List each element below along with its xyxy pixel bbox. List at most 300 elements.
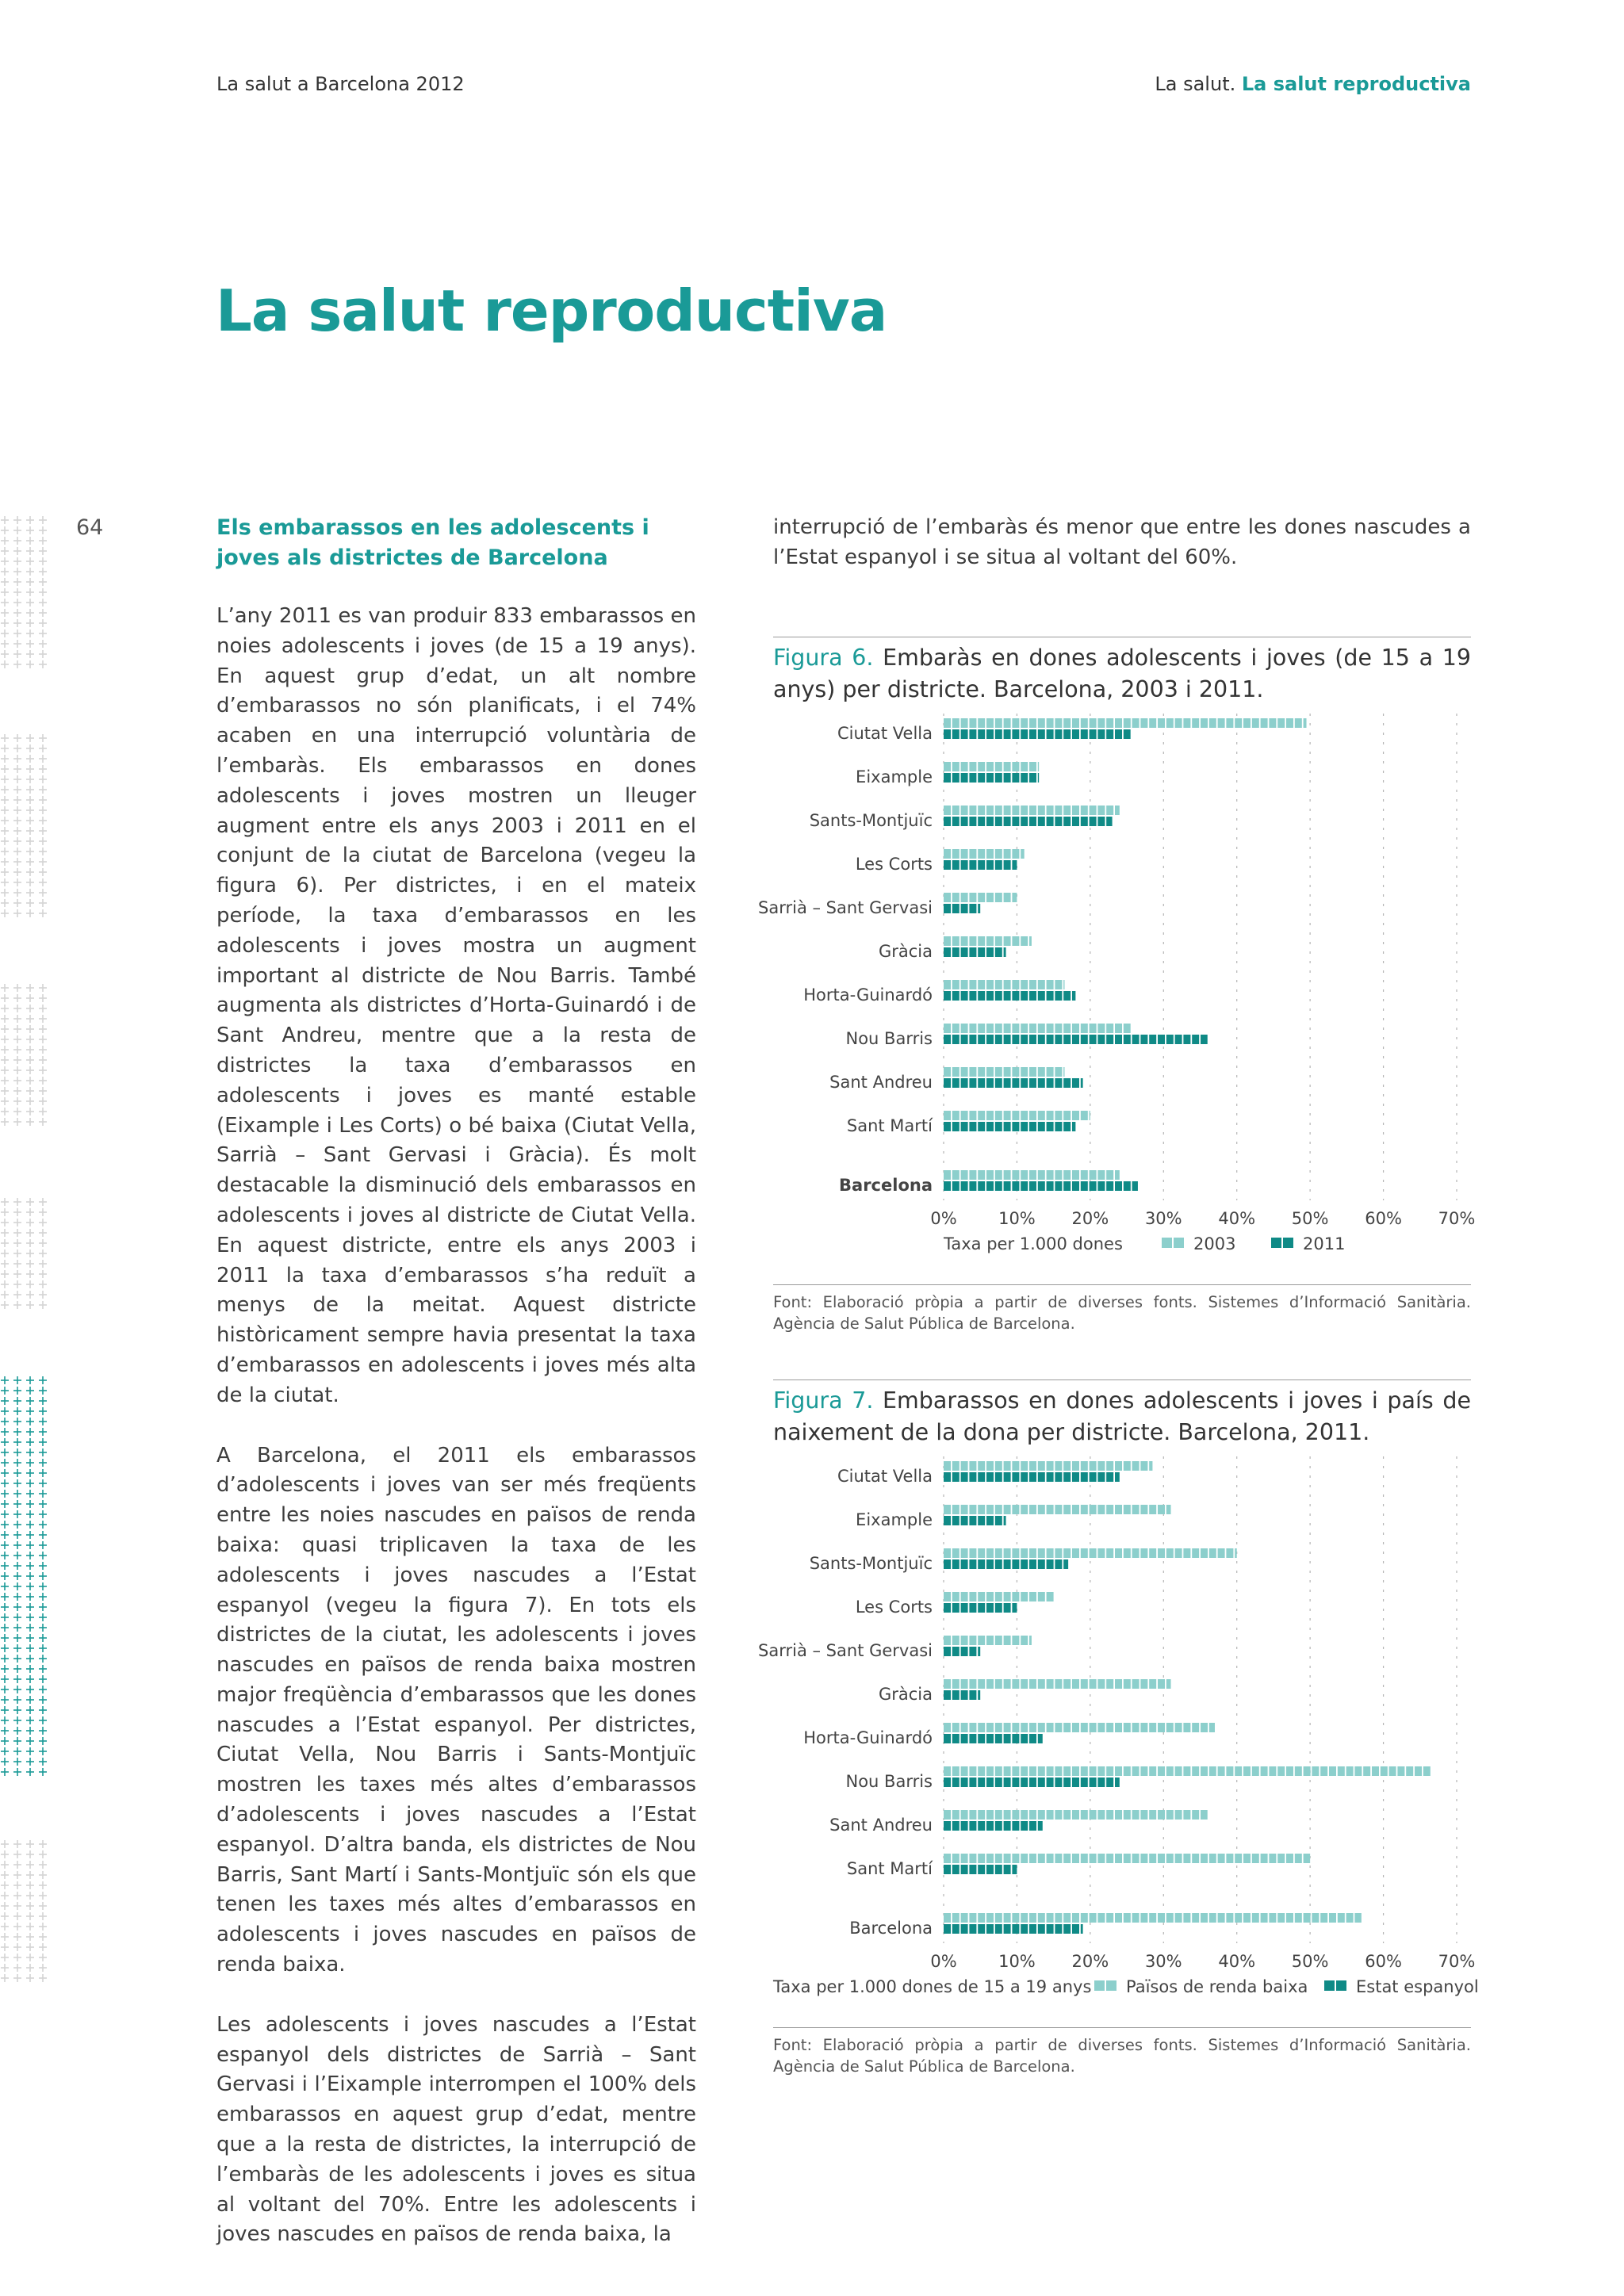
cross-mark — [39, 640, 47, 648]
page-number: 64 — [76, 515, 104, 540]
category-label: Eixample — [856, 1510, 933, 1529]
cross-mark — [1, 1840, 9, 1848]
cross-mark — [26, 1768, 34, 1776]
cross-mark — [26, 1716, 34, 1724]
cross-mark — [1, 1531, 9, 1539]
chapter-title: La salut reproductiva — [216, 277, 887, 344]
cross-mark — [1, 734, 9, 742]
cross-mark — [1, 1912, 9, 1920]
cross-mark — [1, 1097, 9, 1105]
bar-series2 — [944, 729, 1131, 739]
cross-mark — [26, 1923, 34, 1931]
cross-mark — [39, 1644, 47, 1652]
cross-mark — [26, 650, 34, 658]
cross-mark — [13, 1198, 21, 1206]
cross-mark — [1, 609, 9, 617]
cross-mark — [13, 858, 21, 866]
cross-mark — [1, 796, 9, 804]
legend-label: Països de renda baixa — [1126, 1977, 1308, 1996]
cross-mark — [13, 1675, 21, 1683]
margin-pattern-3 — [0, 983, 57, 1142]
category-label: Sarrià – Sant Gervasi — [758, 898, 933, 917]
cross-mark — [1, 786, 9, 794]
cross-mark — [1, 1510, 9, 1518]
category-label: Sarrià – Sant Gervasi — [758, 1641, 933, 1660]
cross-mark — [13, 1613, 21, 1621]
tick-label: 30% — [1144, 1952, 1182, 1971]
bar-series1 — [944, 1170, 1120, 1180]
paragraph-4: interrupció de l’embaràs és menor que entre les dones nascudes a l’Estat espanyol i se situa al voltant del 60%. — [773, 515, 1471, 569]
cross-mark — [26, 660, 34, 668]
bar-series1 — [944, 1461, 1152, 1471]
cross-mark — [26, 629, 34, 637]
cross-mark — [1, 837, 9, 845]
cross-mark — [13, 1301, 21, 1309]
cross-mark — [13, 1954, 21, 1961]
category-label: Nou Barris — [845, 1029, 933, 1048]
cross-mark — [26, 1510, 34, 1518]
cross-mark — [1, 1634, 9, 1642]
category-label: Horta-Guinardó — [803, 985, 933, 1004]
cross-mark — [13, 796, 21, 804]
cross-mark — [39, 1118, 47, 1126]
cross-mark — [13, 837, 21, 845]
cross-mark — [39, 734, 47, 742]
cross-mark — [26, 1840, 34, 1848]
cross-mark — [13, 1768, 21, 1776]
cross-mark — [26, 1613, 34, 1621]
cross-mark — [13, 1686, 21, 1693]
cross-mark — [1, 1603, 9, 1611]
cross-mark — [13, 1270, 21, 1278]
cross-mark — [1, 1459, 9, 1467]
cross-mark — [1, 1686, 9, 1693]
cross-mark — [26, 1004, 34, 1012]
figure-7-source: Font: Elaboració pròpia a partir de diverses fonts. Sistemes d’Informació Sanitària. Agència de Salut Pública de Barcelona. — [773, 2027, 1471, 2077]
cross-mark — [13, 868, 21, 876]
cross-mark — [26, 909, 34, 917]
cross-mark — [13, 1933, 21, 1941]
category-label: Nou Barris — [845, 1772, 933, 1791]
cross-mark — [26, 1490, 34, 1498]
cross-mark — [13, 994, 21, 1002]
cross-mark — [26, 1270, 34, 1278]
cross-mark — [39, 1861, 47, 1869]
bar-series2 — [944, 1734, 1043, 1743]
cross-mark — [39, 1229, 47, 1237]
cross-mark — [26, 1291, 34, 1299]
cross-mark — [13, 1541, 21, 1549]
cross-mark — [13, 547, 21, 555]
bar-series1 — [944, 1810, 1208, 1820]
bar-series2 — [944, 1690, 980, 1700]
cross-mark — [13, 755, 21, 763]
cross-mark — [1, 848, 9, 855]
cross-mark — [26, 1686, 34, 1693]
cross-mark — [26, 588, 34, 596]
bar-series1 — [944, 893, 1017, 902]
cross-mark — [26, 1943, 34, 1951]
cross-mark — [39, 1964, 47, 1972]
cross-mark — [39, 1943, 47, 1951]
cross-mark — [13, 660, 21, 668]
bar-series1 — [944, 849, 1025, 859]
cross-mark — [26, 1521, 34, 1529]
cross-mark — [1, 599, 9, 607]
cross-mark — [39, 599, 47, 607]
category-label: Ciutat Vella — [837, 724, 933, 743]
running-header-chapter: La salut reproductiva — [1241, 73, 1471, 95]
cross-mark — [26, 1418, 34, 1425]
cross-mark — [13, 734, 21, 742]
cross-mark — [1, 1219, 9, 1226]
cross-mark — [26, 1758, 34, 1766]
margin-pattern-6 — [0, 1839, 57, 1998]
cross-mark — [1, 744, 9, 752]
category-label: Les Corts — [855, 1598, 933, 1617]
cross-mark — [26, 837, 34, 845]
cross-mark — [1, 1923, 9, 1931]
cross-mark — [1, 1270, 9, 1278]
cross-mark — [1, 1644, 9, 1652]
cross-mark — [13, 537, 21, 545]
margin-pattern-2 — [0, 733, 57, 932]
cross-mark — [1, 1850, 9, 1858]
cross-mark — [1, 650, 9, 658]
bar-series2 — [944, 1865, 1017, 1874]
cross-mark — [39, 1696, 47, 1704]
paragraph-2: A Barcelona, el 2011 els embarassos d’adolescents i joves van ser més freqüents entre les noies nascudes en països de renda baixa: quasi triplicaven la taxa de les adolescents i joves nascudes a l’Estat espanyol (vegeu la figura 7). En tots els districtes de la ciutat, les adolescents i joves nascudes en països de renda baixa mostren major freqüència d’embarassos que les dones nascudes a l’Estat espanyol. Per districtes, Ciutat Vella, Nou Barris i Sants-Montjuïc mostren les taxes més altes d’embarassos d’adolescents i joves nascudes a l’Estat espanyol. D’altra banda, els districtes de Nou Barris, Sant Martí i Sants-Montjuïc són els que tenen les taxes més altes d’embarassos en adolescents i joves nascudes en països de renda baixa. — [216, 1443, 696, 1977]
cross-mark — [26, 755, 34, 763]
cross-mark — [39, 1912, 47, 1920]
cross-mark — [13, 1923, 21, 1931]
cross-mark — [1, 1747, 9, 1755]
cross-mark — [13, 1696, 21, 1704]
cross-mark — [1, 1552, 9, 1559]
bar-series1 — [944, 1111, 1090, 1120]
margin-pattern-5 — [0, 1376, 57, 1788]
tick-label: 10% — [998, 1952, 1036, 1971]
cross-mark — [1, 578, 9, 586]
cross-mark — [1, 984, 9, 992]
cross-mark — [26, 1902, 34, 1910]
cross-mark — [1, 1056, 9, 1064]
cross-mark — [39, 1260, 47, 1268]
cross-mark — [13, 744, 21, 752]
figure-7-caption — [773, 1385, 1471, 1448]
cross-mark — [1, 1418, 9, 1425]
cross-mark — [1, 1025, 9, 1033]
cross-mark — [39, 1428, 47, 1436]
bar-series1 — [944, 718, 1307, 728]
cross-mark — [39, 1665, 47, 1673]
cross-mark — [26, 1056, 34, 1064]
cross-mark — [13, 1035, 21, 1043]
cross-mark — [1, 1397, 9, 1405]
cross-mark — [26, 1500, 34, 1508]
tick-label: 40% — [1218, 1209, 1256, 1228]
cross-mark — [39, 1552, 47, 1559]
cross-mark — [13, 1479, 21, 1487]
cross-mark — [26, 1593, 34, 1601]
figure-6-chart — [758, 706, 1476, 1276]
cross-mark — [13, 1249, 21, 1257]
cross-mark — [1, 568, 9, 576]
cross-mark — [13, 1644, 21, 1652]
cross-mark — [1, 1871, 9, 1879]
tick-label: 20% — [1071, 1952, 1109, 1971]
cross-mark — [13, 889, 21, 897]
figure-6-number: Figura 6. — [773, 645, 874, 671]
cross-mark — [1, 765, 9, 773]
cross-mark — [13, 1655, 21, 1663]
cross-mark — [26, 1954, 34, 1961]
cross-mark — [13, 1593, 21, 1601]
tick-label: 40% — [1218, 1952, 1256, 1971]
category-label: Sant Martí — [846, 1859, 933, 1878]
cross-mark — [13, 1572, 21, 1580]
cross-mark — [1, 1572, 9, 1580]
cross-mark — [1, 1716, 9, 1724]
cross-mark — [1, 1758, 9, 1766]
cross-mark — [39, 1407, 47, 1415]
cross-mark — [39, 1418, 47, 1425]
cross-mark — [1, 1562, 9, 1570]
left-column — [216, 513, 696, 2280]
cross-mark — [1, 1198, 9, 1206]
cross-mark — [39, 1198, 47, 1206]
cross-mark — [26, 1479, 34, 1487]
cross-mark — [26, 806, 34, 814]
cross-mark — [26, 1861, 34, 1869]
cross-mark — [26, 1964, 34, 1972]
tick-label: 70% — [1438, 1209, 1476, 1228]
cross-mark — [26, 1108, 34, 1115]
cross-mark — [39, 899, 47, 907]
right-column — [773, 513, 1471, 573]
cross-mark — [39, 629, 47, 637]
cross-mark — [13, 568, 21, 576]
cross-mark — [13, 1500, 21, 1508]
cross-mark — [1, 1490, 9, 1498]
cross-mark — [26, 858, 34, 866]
cross-mark — [1, 1015, 9, 1023]
cross-mark — [13, 1208, 21, 1216]
bar-series2 — [944, 817, 1113, 826]
cross-mark — [13, 1737, 21, 1745]
cross-mark — [1, 775, 9, 783]
figure-7-title: Embarassos en dones adolescents i joves i país de naixement de la dona per districte. Barcelona, 2011. — [773, 1387, 1471, 1445]
cross-mark — [1, 1861, 9, 1869]
bar-series1 — [944, 936, 1032, 946]
cross-mark — [39, 994, 47, 1002]
cross-mark — [13, 878, 21, 886]
cross-mark — [26, 1933, 34, 1941]
cross-mark — [1, 619, 9, 627]
cross-mark — [39, 526, 47, 534]
cross-mark — [26, 1087, 34, 1095]
cross-mark — [26, 1562, 34, 1570]
cross-mark — [13, 1892, 21, 1900]
section-heading: Els embarassos en les adolescents i joves als districtes de Barcelona — [216, 515, 649, 570]
tick-label: 50% — [1291, 1952, 1329, 1971]
cross-mark — [1, 806, 9, 814]
cross-mark — [1, 1066, 9, 1074]
cross-mark — [1, 1118, 9, 1126]
legend-label: Estat espanyol — [1356, 1977, 1479, 1996]
cross-mark — [26, 878, 34, 886]
cross-mark — [1, 817, 9, 825]
running-header-right — [1155, 73, 1471, 95]
cross-mark — [39, 609, 47, 617]
cross-mark — [39, 1077, 47, 1085]
cross-mark — [26, 1675, 34, 1683]
cross-mark — [26, 744, 34, 752]
cross-mark — [13, 1912, 21, 1920]
cross-mark — [26, 899, 34, 907]
cross-mark — [13, 1418, 21, 1425]
cross-mark — [39, 547, 47, 555]
cross-mark — [26, 1727, 34, 1735]
cross-mark — [13, 1280, 21, 1288]
cross-mark — [13, 526, 21, 534]
cross-mark — [26, 557, 34, 565]
cross-mark — [1, 1239, 9, 1247]
cross-mark — [39, 984, 47, 992]
cross-mark — [39, 1686, 47, 1693]
cross-mark — [39, 1974, 47, 1982]
cross-mark — [39, 1541, 47, 1549]
bar-series2 — [944, 1516, 1006, 1525]
cross-mark — [39, 1747, 47, 1755]
cross-mark — [1, 588, 9, 596]
cross-mark — [39, 878, 47, 886]
cross-mark — [39, 557, 47, 565]
cross-mark — [39, 1706, 47, 1714]
cross-mark — [26, 1301, 34, 1309]
paragraph-1: L’any 2011 es van produir 833 embarassos en noies adolescents i joves (de 15 a 19 anys). En aquest grup d’edat, un alt nombre d’embarassos no són planificats, i el 74% acaben en una interrupció voluntària de l’embaràs. Els embarassos en dones adolescents i joves mostren un lleuger augment entre els anys 2003 i 2011 en el conjunt de la ciutat de Barcelona (vegeu la figura 6). Per districtes, i en el mateix període, la taxa d’embarassos en les adolescents i joves mostra un augment important al districte de Nou Barris. També augmenta als districtes d’Horta-Guinardó i de Sant Andreu, mentre que a la resta de districtes la taxa d’embarassos en adolescents i joves es manté estable (Eixample i Les Corts) o bé baixa (Ciutat Vella, Sarrià – Sant Gervasi i Gràcia). És molt destacable la disminució dels embarassos en adolescents i joves al districte de Ciutat Vella. En aquest districte, entre els anys 2003 i 2011 la taxa d’embarassos s’ha reduït a menys de la meitat. Aquest districte històricament sempre havia presentat la taxa d’embarassos en adolescents i joves més alta de la ciutat. — [216, 604, 696, 1407]
cross-mark — [1, 1280, 9, 1288]
cross-mark — [26, 848, 34, 855]
cross-mark — [26, 1696, 34, 1704]
cross-mark — [26, 1665, 34, 1673]
cross-mark — [1, 1035, 9, 1043]
legend-label: 2011 — [1303, 1234, 1346, 1253]
cross-mark — [26, 1624, 34, 1632]
bar-series2 — [944, 1924, 1083, 1934]
bar-series2 — [944, 991, 1075, 1001]
cross-mark — [1, 1376, 9, 1384]
cross-mark — [13, 1459, 21, 1467]
cross-mark — [1, 1768, 9, 1776]
cross-mark — [39, 650, 47, 658]
cross-mark — [39, 1768, 47, 1776]
cross-mark — [1, 755, 9, 763]
cross-mark — [39, 1871, 47, 1879]
legend-swatch — [1162, 1238, 1184, 1248]
bar-series2 — [944, 1181, 1138, 1191]
cross-mark — [13, 619, 21, 627]
cross-mark — [39, 837, 47, 845]
cross-mark — [26, 868, 34, 876]
cross-mark — [13, 609, 21, 617]
cross-mark — [39, 1301, 47, 1309]
cross-mark — [13, 1582, 21, 1590]
cross-mark — [39, 796, 47, 804]
cross-mark — [13, 599, 21, 607]
cross-mark — [1, 1593, 9, 1601]
bar-series2 — [944, 1777, 1120, 1787]
cross-mark — [39, 1716, 47, 1724]
cross-mark — [13, 1260, 21, 1268]
cross-mark — [26, 1850, 34, 1858]
cross-mark — [1, 1004, 9, 1012]
bar-series2 — [944, 904, 980, 913]
cross-mark — [13, 1552, 21, 1559]
figure-7-number: Figura 7. — [773, 1387, 874, 1414]
cross-mark — [1, 1541, 9, 1549]
tick-label: 50% — [1291, 1209, 1329, 1228]
figure-6-title: Embaràs en dones adolescents i joves (de 15 a 19 anys) per districte. Barcelona, 2003 i 2011. — [773, 645, 1472, 702]
cross-mark — [1, 1046, 9, 1054]
cross-mark — [13, 1387, 21, 1395]
cross-mark — [39, 1850, 47, 1858]
category-label: Horta-Guinardó — [803, 1728, 933, 1747]
cross-mark — [1, 994, 9, 1002]
figure-7 — [758, 1380, 1479, 2077]
cross-mark — [1, 1479, 9, 1487]
bar-series2 — [944, 947, 1006, 957]
cross-mark — [26, 827, 34, 835]
cross-mark — [13, 1087, 21, 1095]
cross-mark — [1, 629, 9, 637]
bar-series2 — [944, 1603, 1017, 1613]
cross-mark — [39, 889, 47, 897]
cross-mark — [26, 994, 34, 1002]
cross-mark — [13, 1634, 21, 1642]
bar-series2 — [944, 1559, 1068, 1569]
cross-mark — [26, 1198, 34, 1206]
cross-mark — [26, 1118, 34, 1126]
cross-mark — [1, 1892, 9, 1900]
cross-mark — [1, 1500, 9, 1508]
margin-pattern-4 — [0, 1197, 57, 1324]
cross-mark — [26, 984, 34, 992]
cross-mark — [13, 806, 21, 814]
bar-series2 — [944, 1035, 1208, 1044]
category-label: Barcelona — [839, 1176, 933, 1195]
x-axis-title: Taxa per 1.000 dones — [944, 1234, 1123, 1253]
cross-mark — [39, 1056, 47, 1064]
cross-mark — [1, 1665, 9, 1673]
cross-mark — [13, 1974, 21, 1982]
cross-mark — [13, 1025, 21, 1033]
cross-mark — [1, 1933, 9, 1941]
cross-mark — [13, 1077, 21, 1085]
cross-mark — [26, 1219, 34, 1226]
legend-swatch — [1094, 1980, 1116, 1991]
cross-mark — [26, 1448, 34, 1456]
cross-mark — [1, 547, 9, 555]
category-label: Les Corts — [855, 855, 933, 874]
cross-mark — [39, 1531, 47, 1539]
cross-mark — [26, 1737, 34, 1745]
cross-mark — [13, 786, 21, 794]
cross-mark — [13, 1097, 21, 1105]
cross-mark — [26, 786, 34, 794]
cross-mark — [13, 1291, 21, 1299]
cross-mark — [13, 1490, 21, 1498]
